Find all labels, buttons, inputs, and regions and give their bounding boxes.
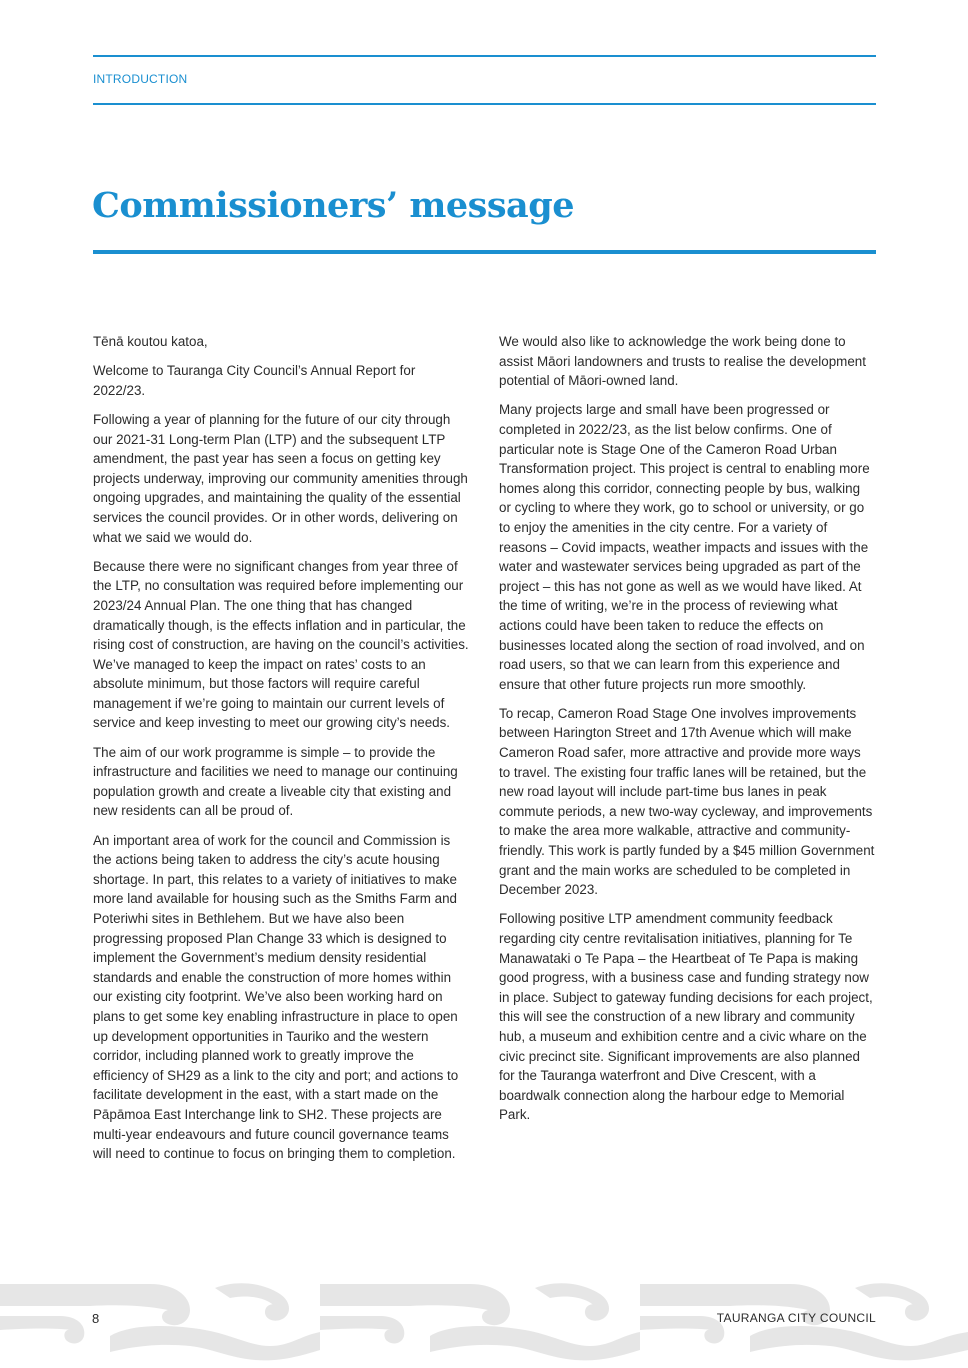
section-label: INTRODUCTION [93, 72, 188, 86]
paragraph: Because there were no significant changes from year three of the LTP, no consultation was required before implementing our 2023/24 Annual Plan. The one thing that has changed dramatically though, is the effects inflation and in particular, the rising cost of construction, are having on the council’s activities. We’ve managed to keep the impact on rates’ costs to an absolute minimum, but those factors will require careful management if we’re going to maintain our current levels of service and keep investing to meet our growing city’s needs. [93, 558, 469, 731]
footer-organisation: TAURANGA CITY COUNCIL [716, 1311, 876, 1325]
paragraph: Following positive LTP amendment community feedback regarding city centre revitalisation initiatives, planning for Te Manawataki o Te Papa – the Heartbeat of Te Papa is making good progress, with a business case and funding strategy now in place. Subject to gateway funding decisions for each project, this will see the construction of a new library and community hub, a museum and exhibition centre and a civic whare on the civic precinct site. Significant improvements are also planned for the Tauranga waterfront and Dive Crescent, with a boardwalk connection along the harbour edge to Memorial Park. [499, 911, 873, 1123]
paragraph: Tēnā koutou katoa, [93, 334, 208, 349]
paragraph: The aim of our work programme is simple – to provide the infrastructure and facilities we need to manage our continuing population growth and create a liveable city that existing and new residents can all be proud of. [93, 744, 458, 819]
title-underline [93, 250, 876, 254]
paragraph: An important area of work for the council and Commission is the actions being taken to address the city’s acute housing shortage. In part, this relates to a variety of initiatives to make more land available for housing such as the Smiths Farm and Poteriwhi sites in Bethlehem. But we have also been progressing proposed Plan Change 33 which is designed to implement the Government’s medium density residential standards and enable the construction of more homes within our existing city footprint. We’ve also been working hard on plans to get some key enabling infrastructure in place to open up development opportunities in Tauriko and the western corridor, including planned work to greatly improve the efficiency of SH29 as a link to the city and port; and actions to facilitate development in the east, with a start made on the Pāpāmoa East Interchange link to SH2. These projects are multi-year endeavours and future council governance teams will need to continue to focus on bringing them to completion. [93, 832, 459, 1162]
paragraph: Welcome to Tauranga City Council’s Annual Report for 2022/23. [93, 363, 416, 398]
paragraph: Many projects large and small have been progressed or completed in 2022/23, as the list below confirms. One of particular note is Stage One of the Cameron Road Urban Transformation project. This project is central to enabling more homes along this corridor, connecting people by bus, walking or cycling to where they work, go to school or university, or go to enjoy the amenities in the city centre. For a variety of reasons – Covid impacts, weather impacts and issues with the water and wastewater services being upgraded as part of the project – this has not gone as well as we would have liked. At the time of writing, we’re in the process of reviewing what actions could have been taken to reduce the effects on businesses located along the section of road involved, and on road users, so that we can learn from this experience and ensure that other future projects run more smoothly. [499, 402, 870, 692]
header-bottom-rule [93, 103, 876, 105]
page-title: Commissioners’ message [92, 185, 574, 226]
paragraph: Following a year of planning for the future of our city through our 2021-31 Long-term Plan (LTP) and the subsequent LTP amendment, the past year has seen a focus on getting key projects underway, improving our community amenities through ongoing upgrades, and maintaining the quality of the essential services the council provides. Or in other words, delivering on what we said we would do. [93, 411, 468, 545]
header-top-rule [93, 55, 876, 57]
paragraph: We would also like to acknowledge the work being done to assist Māori landowners and trusts to realise the development potential of Māori-owned land. [499, 334, 866, 389]
right-column [499, 332, 875, 1135]
paragraph: To recap, Cameron Road Stage One involves improvements between Harington Street and 17th Avenue which will make Cameron Road safer, more attractive and provide more ways to travel. The existing four traffic lanes will be retained, but the new road layout will include part-time bus lanes in peak commute periods, a new two-way cycleway, and improvements to make the area more walkable, attractive and community-friendly. This work is partly funded by a $45 million Government grant and the main works are scheduled to be completed in December 2023. [499, 705, 875, 898]
left-column [93, 332, 471, 1173]
page-number: 8 [92, 1311, 100, 1326]
